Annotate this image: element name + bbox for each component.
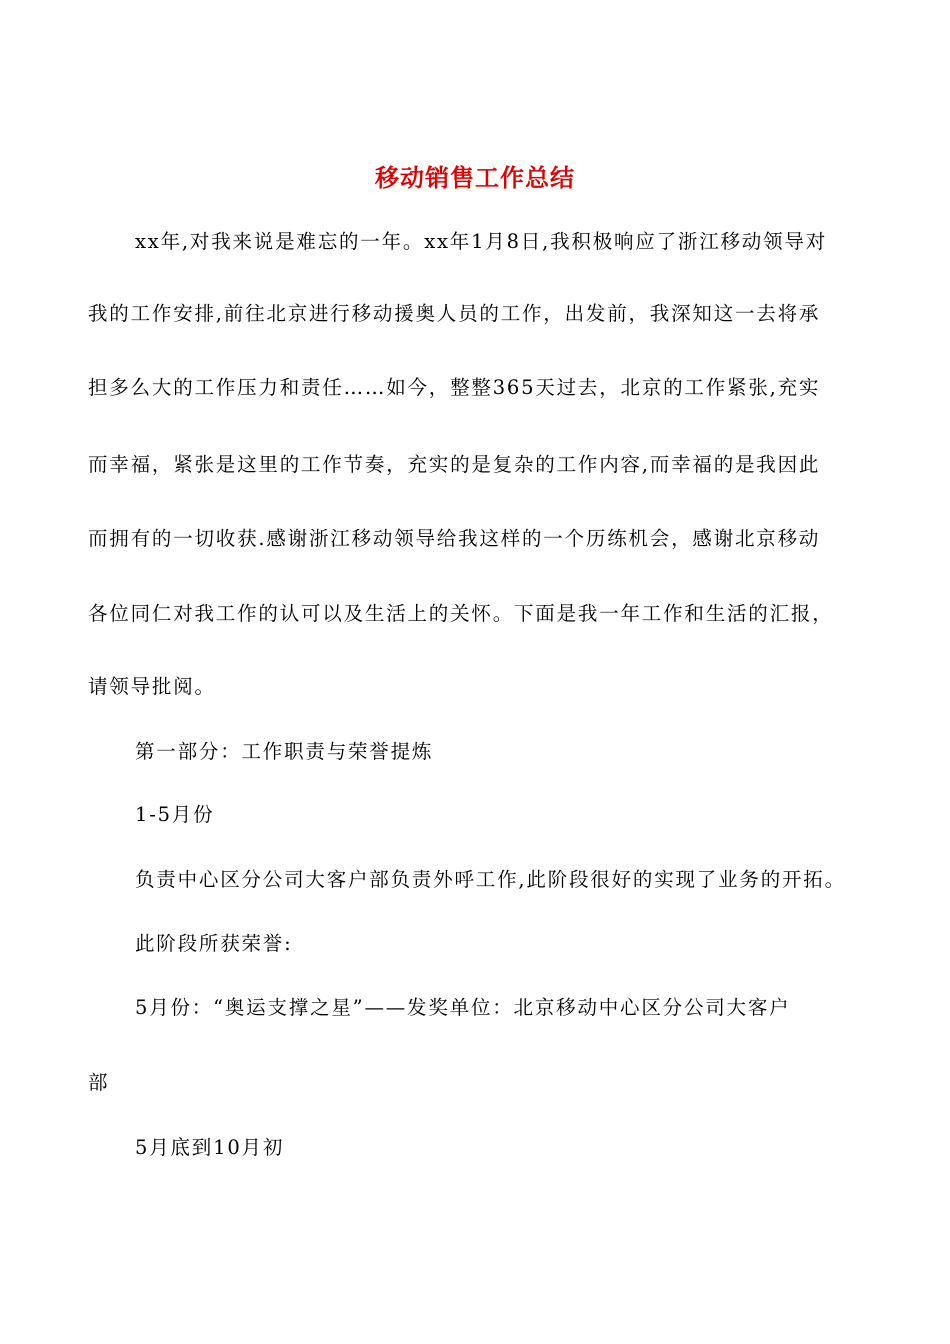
paragraph-line: 而拥有的一切收获.感谢浙江移动领导给我这样的一个历练机会，感谢北京移动: [88, 527, 821, 550]
paragraph-line: xx年,对我来说是难忘的一年。xx年1月8日,我积极响应了浙江移动领导对: [135, 230, 827, 253]
section-heading: 第一部分：工作职责与荣誉提炼: [135, 740, 434, 763]
paragraph-line: 各位同仁对我工作的认可以及生活上的关怀。下面是我一年工作和生活的汇报，: [88, 602, 834, 625]
paragraph-line: 而幸福，紧张是这里的工作节奏，充实的是复杂的工作内容,而幸福的是我因此: [88, 453, 821, 476]
paragraph-line: 担多么大的工作压力和责任……如今，整整365天过去，北京的工作紧张,充实: [88, 376, 821, 399]
period-label: 1-5月份: [135, 803, 215, 826]
document-title: 移动销售工作总结: [375, 164, 575, 192]
period-label: 5月底到10月初: [135, 1136, 285, 1159]
paragraph-line: 我的工作安排,前往北京进行移动援奥人员的工作，出发前，我深知这一去将承: [88, 302, 821, 325]
honor-item-continued: 部: [88, 1071, 110, 1094]
honor-item: 5月份：“奥运支撑之星”——发奖单位：北京移动中心区分公司大客户: [135, 996, 791, 1019]
honor-heading: 此阶段所获荣誉:: [135, 932, 293, 955]
paragraph-line: 请领导批阅。: [88, 675, 216, 698]
paragraph-line: 负责中心区分公司大客户部负责外呼工作,此阶段很好的实现了业务的开拓。: [135, 868, 846, 891]
